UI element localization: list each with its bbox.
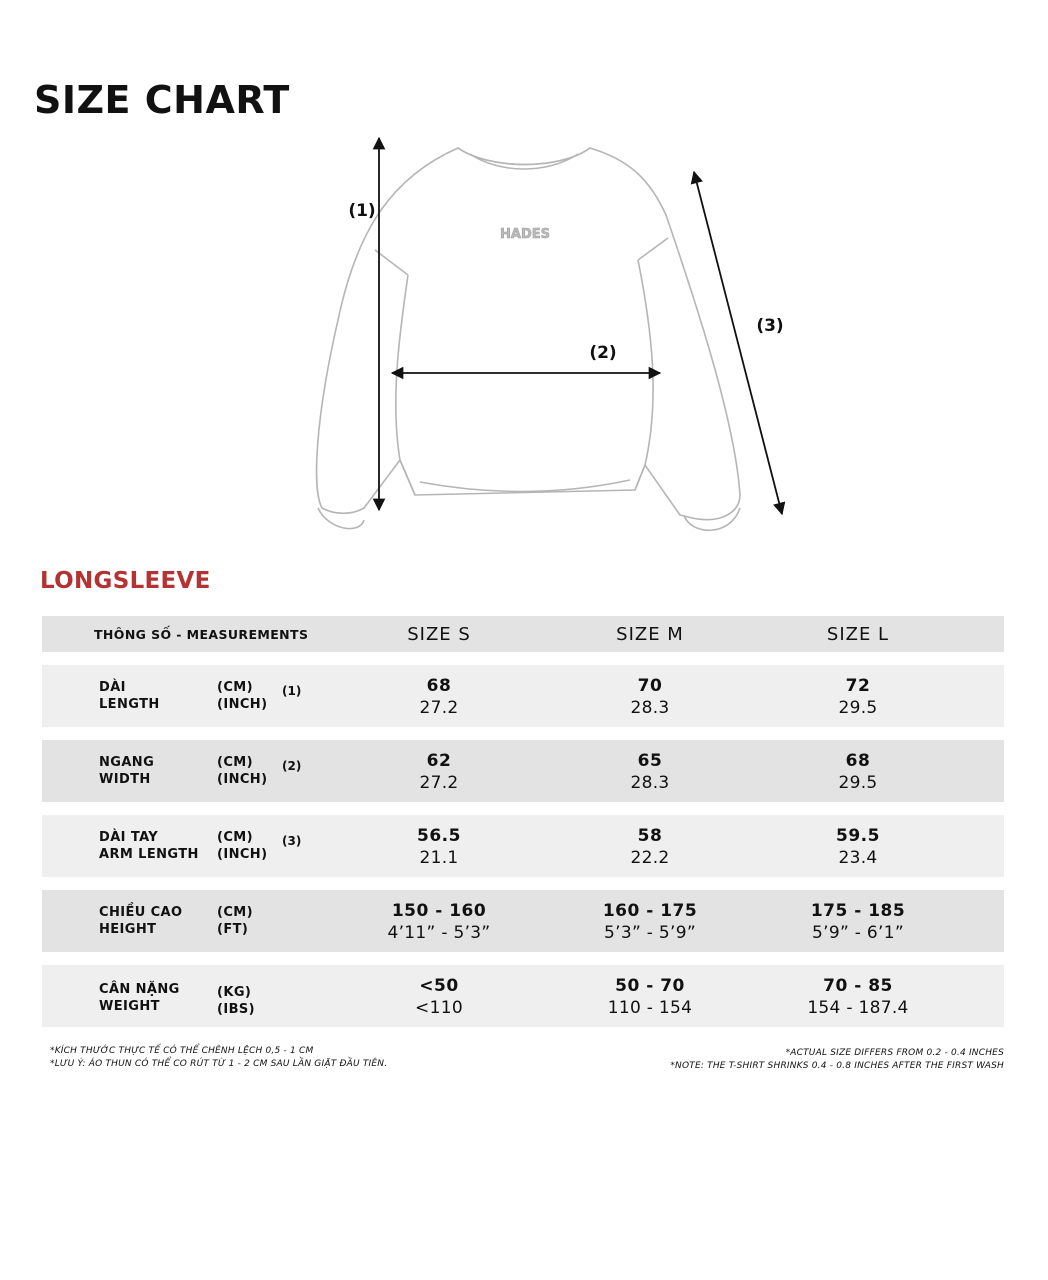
table-row <box>42 815 1004 877</box>
note-left-1: *KÍCH THƯỚC THỰC TẾ CÓ THỂ CHÊNH LỆCH 0,5 - 1 CM <box>50 1046 314 1056</box>
section-title: LONGSLEEVE <box>40 568 211 594</box>
note-right-1: *ACTUAL SIZE DIFFERS FROM 0.2 - 0.4 INCHES <box>785 1048 1004 1058</box>
header-size-s: SIZE S <box>407 624 471 645</box>
table-header <box>42 616 1004 652</box>
measure-unit: (KG) (IBS) <box>217 985 255 1017</box>
measure-name: DÀI TAY ARM LENGTH <box>99 830 199 862</box>
value-size-m: 160 - 175 5’3” - 5’9” <box>602 901 698 943</box>
measure-unit: (CM) (INCH) <box>217 680 268 712</box>
header-measurements: THÔNG SỐ - MEASUREMENTS <box>94 627 309 642</box>
measure-ref: (2) <box>282 759 302 773</box>
header-size-l: SIZE L <box>826 624 890 645</box>
table-row <box>42 665 1004 727</box>
measure-name: NGANG WIDTH <box>99 755 155 787</box>
value-size-l: 70 - 85 154 - 187.4 <box>807 976 909 1018</box>
value-size-s: 150 - 160 4’11” - 5’3” <box>387 901 491 943</box>
size-table <box>42 616 1004 1027</box>
measure-name: DÀI LENGTH <box>99 680 160 712</box>
value-size-l: 68 29.5 <box>838 751 878 793</box>
value-size-l: 175 - 185 5’9” - 6’1” <box>810 901 906 943</box>
value-size-s: 62 27.2 <box>419 751 459 793</box>
value-size-l: 59.5 23.4 <box>836 826 880 868</box>
sweatshirt-diagram <box>300 130 800 550</box>
sweatshirt-outline <box>317 148 740 530</box>
measure-name: CHIỀU CAO HEIGHT <box>99 905 183 937</box>
table-row <box>42 890 1004 952</box>
measure-unit: (CM) (FT) <box>217 905 253 937</box>
measure-ref: (1) <box>282 684 302 698</box>
value-size-m: 70 28.3 <box>630 676 670 718</box>
length-label: (1) <box>348 201 376 221</box>
measure-unit: (CM) (INCH) <box>217 830 268 862</box>
width-label: (2) <box>589 343 617 363</box>
table-row <box>42 740 1004 802</box>
value-size-s: 56.5 21.1 <box>417 826 461 868</box>
measure-ref: (3) <box>282 834 302 848</box>
table-row <box>42 965 1004 1027</box>
measure-name: CÂN NẶNG WEIGHT <box>99 982 180 1014</box>
page-title: SIZE CHART <box>34 78 290 122</box>
note-left-2: *LƯU Ý: ÁO THUN CÓ THỂ CO RÚT TỪ 1 - 2 CM SAU LẦN GIẶT ĐẦU TIÊN. <box>50 1059 388 1069</box>
header-size-m: SIZE M <box>616 624 684 645</box>
arm-length-label: (3) <box>756 316 784 336</box>
value-size-m: 50 - 70 110 - 154 <box>607 976 693 1018</box>
value-size-m: 58 22.2 <box>630 826 670 868</box>
notes-english <box>670 1047 1004 1073</box>
notes-vietnamese <box>50 1045 387 1071</box>
value-size-m: 65 28.3 <box>630 751 670 793</box>
value-size-s: 68 27.2 <box>419 676 459 718</box>
value-size-l: 72 29.5 <box>838 676 878 718</box>
brand-logo: HADES <box>500 227 550 242</box>
value-size-s: <50 <110 <box>415 976 463 1018</box>
measure-unit: (CM) (INCH) <box>217 755 268 787</box>
note-right-2: *NOTE: THE T-SHIRT SHRINKS 0.4 - 0.8 INCHES AFTER THE FIRST WASH <box>670 1061 1004 1071</box>
